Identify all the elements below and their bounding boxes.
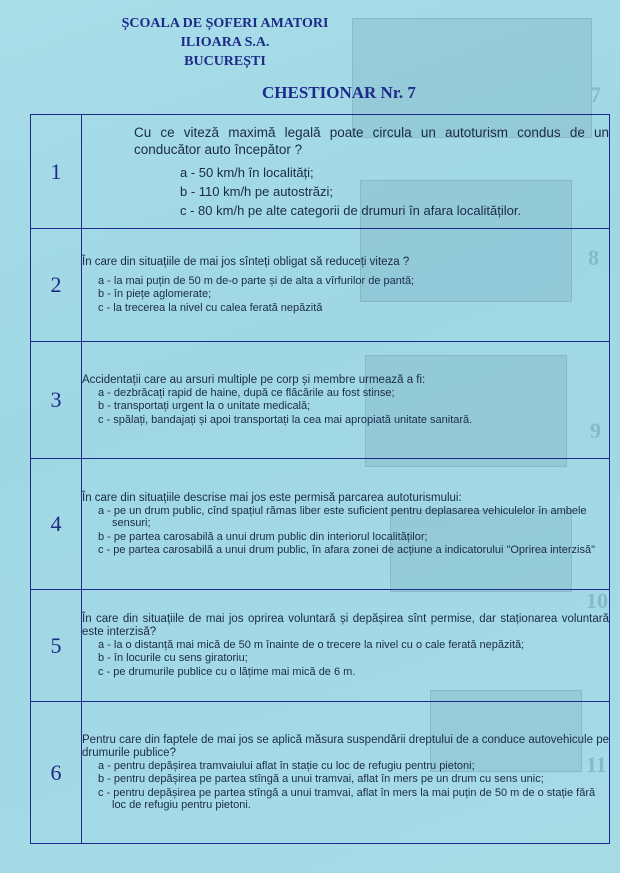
question-body — [82, 590, 610, 702]
question-text: Pentru care din faptele de mai jos se aplică măsura suspendării dreptului de a conduce autovehicule pe drumurile publice? — [82, 733, 609, 759]
bleed-through-number: 8 — [588, 245, 599, 270]
answer-option-a[interactable]: a - pe un drum public, cînd spațiul rămas liber este suficient pentru deplasarea vehiculelor în ambele sensuri; — [98, 504, 587, 529]
answer-option-a[interactable]: a - la mai puțin de 50 m de-o parte și de alta a vîrfurilor de pantă; — [98, 274, 415, 287]
school-name — [120, 14, 330, 71]
question-text: În care din situațiile de mai jos oprirea voluntară și depășirea sînt permise, dar staționarea voluntară este interzisă? — [82, 612, 609, 638]
question-number: 4 — [31, 459, 82, 590]
question-number: 2 — [31, 229, 82, 342]
answer-option-b[interactable]: b - pentru depășirea pe partea stîngă a unui tramvai, aflat în mers pe un drum cu sens unic; — [98, 773, 544, 785]
bleed-through-number: 9 — [590, 418, 601, 443]
bleed-through-number: 11 — [586, 752, 607, 777]
answer-option-c[interactable]: c - spălați, bandajați și apoi transportați la cea mai apropiată unitate sanitară. — [98, 413, 473, 426]
answer-option-b[interactable]: b - transportați urgent la o unitate medicală; — [98, 400, 311, 413]
question-body — [82, 229, 610, 342]
school-line-1: ȘCOALA DE ȘOFERI AMATORI — [121, 16, 329, 31]
question-body — [82, 342, 610, 459]
question-body — [82, 702, 610, 844]
answer-option-a[interactable]: a - 50 km/h în localități; — [180, 164, 314, 180]
question-table — [30, 114, 610, 844]
bleed-through-number: 7 — [590, 82, 601, 107]
question-row — [31, 342, 610, 459]
question-text: Accidentații care au arsuri multiple pe corp și membre urmează a fi: — [82, 373, 426, 386]
answer-option-c[interactable]: c - la trecerea la nivel cu calea ferată nepăzită — [98, 301, 323, 314]
bleed-through-number: 10 — [586, 588, 608, 613]
answer-option-a[interactable]: a - la o distanță mai mică de 50 m înainte de o trecere la nivel cu o cale ferată nepăzită; — [98, 638, 525, 651]
question-body — [82, 459, 610, 590]
question-row — [31, 702, 610, 844]
question-number: 5 — [31, 590, 82, 702]
answer-option-b[interactable]: b - 110 km/h pe autostrăzi; — [180, 183, 333, 199]
question-number: 1 — [31, 115, 82, 229]
page-title: CHESTIONAR Nr. 7 — [262, 83, 416, 102]
question-row — [31, 229, 610, 342]
answer-option-c[interactable]: c - 80 km/h pe alte categorii de drumuri în afara localităților. — [180, 202, 522, 218]
question-number: 3 — [31, 342, 82, 459]
question-row — [31, 590, 610, 702]
answer-option-c[interactable]: c - pe partea carosabilă a unui drum public, în afara zonei de acțiune a indicatorului "Oprirea interzisă" — [98, 544, 595, 556]
answer-option-b[interactable]: b - pe partea carosabilă a unui drum public din interiorul localităților; — [98, 530, 428, 543]
answer-option-b[interactable]: b - în locurile cu sens giratoriu; — [98, 652, 248, 665]
question-row — [31, 115, 610, 229]
school-line-2: ILIOARA S.A. — [180, 35, 270, 50]
question-number: 6 — [31, 702, 82, 844]
answer-option-c[interactable]: c - pentru depășirea pe partea stîngă a unui tramvai, aflat în mers la mai puțin de 50 m de o stație fără loc de refugiu pentru pietoni. — [98, 786, 596, 811]
question-text: În care din situațiile descrise mai jos este permisă parcarea autoturismului: — [82, 491, 462, 504]
question-row — [31, 459, 610, 590]
answer-option-b[interactable]: b - în piețe aglomerate; — [98, 288, 212, 301]
answer-option-c[interactable]: c - pe drumurile publice cu o lățime mai mică de 6 m. — [98, 665, 356, 678]
question-text: În care din situațiile de mai jos sînteți obligat să reduceți viteza ? — [82, 255, 410, 268]
answer-option-a[interactable]: a - pentru depășirea tramvaiului aflat în stație cu loc de refugiu pentru pietoni; — [98, 759, 475, 772]
question-body — [82, 115, 610, 229]
answer-option-a[interactable]: a - dezbrăcați rapid de haine, după ce flăcările au fost stinse; — [98, 386, 395, 399]
school-line-3: BUCUREȘTI — [184, 54, 266, 69]
question-text: Cu ce viteză maximă legală poate circula un autoturism condus de un conducător auto începător ? — [134, 124, 609, 157]
